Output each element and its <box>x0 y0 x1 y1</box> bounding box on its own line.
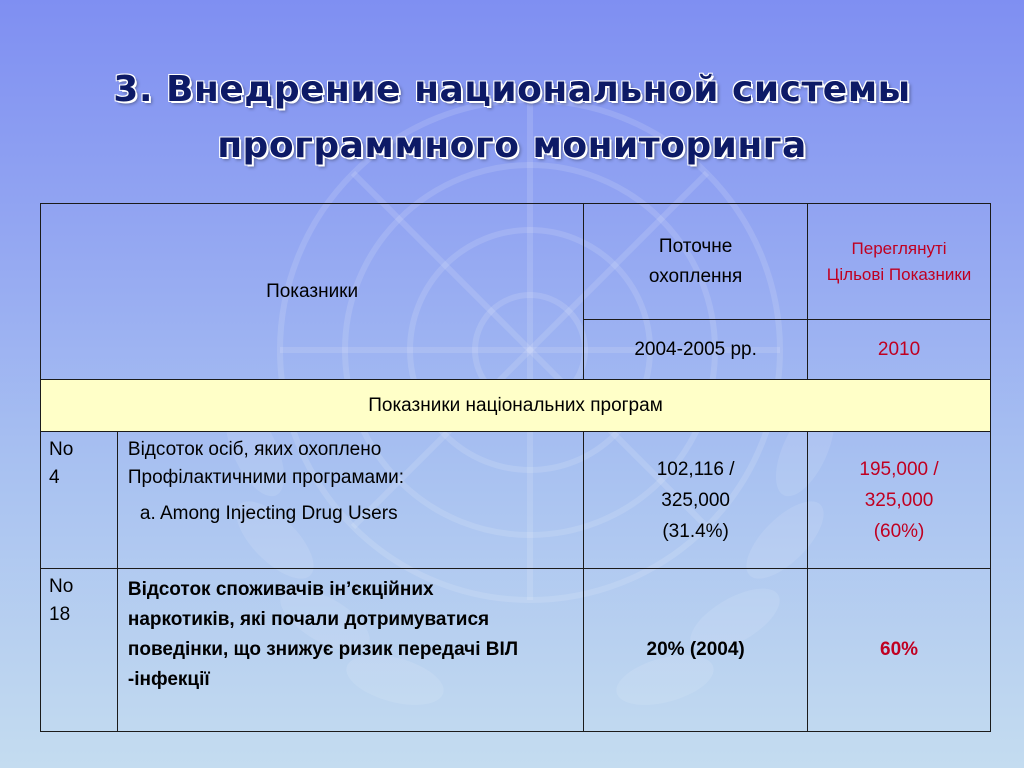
table-row <box>41 569 991 732</box>
row-target-value: 60% <box>808 569 991 732</box>
row-number-label: No 18 <box>49 576 74 625</box>
section-national-programs: Показники національних програм <box>41 380 991 432</box>
header-years-current: 2004-2005 рр. <box>584 320 808 380</box>
slide-title-line-2: программного мониторинга <box>217 125 807 166</box>
slide-title-line-1: 3. Внедрение национальной системы <box>113 69 911 110</box>
row-description-text: Відсоток осіб, яких охоплено Профілактичними програмами: <box>127 439 405 488</box>
header-indicators: Показники <box>41 204 584 380</box>
row-target-value <box>808 432 991 569</box>
row-description-subitem: a. Among Injecting Drug Users <box>139 503 398 524</box>
row-current-value: 20% (2004) <box>584 569 808 732</box>
row-current-value-text: 102,116 / 325,000 (31.4%) <box>656 458 735 542</box>
row-number <box>41 569 118 732</box>
header-years-revised: 2010 <box>808 320 991 380</box>
table-row <box>41 432 991 569</box>
row-description-text: Відсоток споживачів ін’єкційних наркотиків, які почали дотримуватися поведінки, що знижує ризик передачі ВІЛ -інфекції <box>127 579 519 690</box>
row-description <box>117 569 583 732</box>
header-revised-targets <box>808 204 991 320</box>
row-description <box>117 432 583 569</box>
row-current-value <box>584 432 808 569</box>
header-revised-targets-label: Переглянуті Цільові Показники <box>826 238 972 284</box>
row-number <box>41 432 118 569</box>
header-current-coverage <box>584 204 808 320</box>
row-number-label: No 4 <box>49 439 74 488</box>
header-current-coverage-label: Поточне охоплення <box>648 235 743 287</box>
slide-title <box>0 62 1024 174</box>
indicators-table <box>40 203 991 732</box>
row-target-value-text: 195,000 / 325,000 (60%) <box>859 458 939 542</box>
